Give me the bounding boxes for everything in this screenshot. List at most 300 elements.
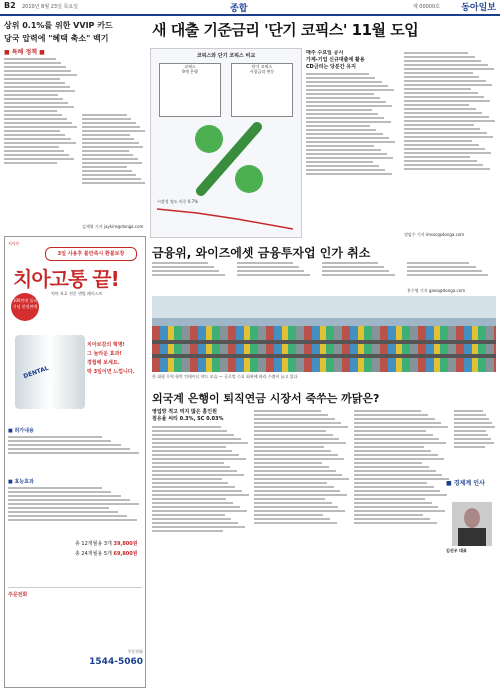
third-headline: 외국계 은행이 퇴직연금 시장서 죽쑤는 까닭은? xyxy=(152,392,380,405)
text-line xyxy=(82,182,145,184)
rate-line-icon xyxy=(157,205,293,233)
text-line xyxy=(354,470,436,472)
text-line xyxy=(82,174,136,176)
text-line xyxy=(306,153,387,155)
text-line xyxy=(454,446,485,448)
text-line xyxy=(354,482,427,484)
tube-label: DENTAL xyxy=(22,364,50,381)
text-line xyxy=(152,458,246,460)
toothpaste-ad xyxy=(4,236,146,688)
text-line xyxy=(404,124,474,126)
info-graphic-foot: 시장성 정도 비중 0.7% xyxy=(157,199,199,204)
text-line xyxy=(306,77,375,79)
text-line xyxy=(237,262,293,264)
text-line xyxy=(254,442,346,444)
info-graphic xyxy=(150,48,302,238)
text-line xyxy=(404,92,478,94)
second-article-col4 xyxy=(407,260,496,294)
text-line xyxy=(354,490,440,492)
text-line xyxy=(306,129,376,131)
text-line xyxy=(306,101,386,103)
text-line xyxy=(8,448,130,450)
text-line xyxy=(254,478,349,480)
text-line xyxy=(4,86,70,88)
text-line xyxy=(354,414,428,416)
text-line xyxy=(82,130,145,132)
text-line xyxy=(354,434,433,436)
text-line xyxy=(306,141,395,143)
text-line xyxy=(82,146,143,148)
ad-price-label-1: 총 12개월용 3개 xyxy=(75,541,112,547)
text-line xyxy=(152,494,249,496)
text-line xyxy=(82,122,136,124)
text-line xyxy=(306,121,391,123)
text-line xyxy=(454,438,491,440)
text-line xyxy=(152,498,226,500)
text-line xyxy=(322,262,378,264)
text-line xyxy=(254,474,342,476)
text-line xyxy=(306,97,380,99)
text-line xyxy=(354,418,435,420)
text-line xyxy=(354,522,437,524)
text-line xyxy=(404,80,486,82)
text-line xyxy=(322,274,395,276)
main-headline: 새 대출 기준금리 '단기 코픽스' 11월 도입 xyxy=(152,21,419,39)
text-line xyxy=(306,157,393,159)
text-line xyxy=(454,430,486,432)
text-line xyxy=(354,498,425,500)
left-article-title xyxy=(4,20,144,44)
text-line xyxy=(152,470,237,472)
text-line xyxy=(4,122,72,124)
text-line xyxy=(152,486,235,488)
info-graphic-col2-note: 시장금리 연동 xyxy=(249,69,275,74)
text-line xyxy=(152,514,225,516)
text-line xyxy=(254,434,333,436)
text-line xyxy=(82,134,130,136)
text-line xyxy=(354,466,429,468)
text-line xyxy=(404,168,490,170)
text-line xyxy=(306,113,378,115)
text-line xyxy=(4,74,77,76)
text-line xyxy=(407,274,488,276)
text-line xyxy=(354,510,445,512)
ad-info-1: ■ 허가내용 xyxy=(8,428,34,434)
ad-order-title: 주문전화 xyxy=(8,592,28,598)
text-line xyxy=(152,518,231,520)
text-line xyxy=(306,85,388,87)
text-line xyxy=(354,486,434,488)
text-line xyxy=(4,70,71,72)
text-line xyxy=(354,458,444,460)
text-line xyxy=(8,519,137,521)
text-line xyxy=(254,462,322,464)
info-graphic-col1-label: 코픽스 xyxy=(184,64,196,69)
text-line xyxy=(454,434,488,436)
info-graphic-col1 xyxy=(159,63,221,117)
text-line xyxy=(404,144,479,146)
text-line xyxy=(152,270,219,272)
ad-claim-3: 경험해 보세요. xyxy=(87,360,120,366)
text-line xyxy=(82,138,134,140)
text-line xyxy=(254,466,329,468)
ad-price-row-2 xyxy=(75,550,143,557)
text-line xyxy=(8,491,111,493)
text-line xyxy=(8,499,130,501)
text-line xyxy=(306,125,370,127)
text-line xyxy=(404,112,482,114)
text-line xyxy=(152,482,228,484)
text-line xyxy=(152,430,227,432)
text-line xyxy=(404,68,494,70)
text-line xyxy=(306,109,372,111)
text-line xyxy=(152,530,223,532)
ad-price-value-1: 39,800원 xyxy=(113,541,138,547)
text-line xyxy=(82,166,127,168)
text-line xyxy=(254,430,326,432)
text-line xyxy=(152,442,248,444)
text-line xyxy=(306,89,394,91)
text-line xyxy=(306,165,379,167)
text-line xyxy=(404,96,484,98)
text-line xyxy=(354,442,446,444)
text-line xyxy=(254,494,347,496)
text-line xyxy=(254,446,324,448)
text-line xyxy=(407,262,469,264)
third-subheads xyxy=(152,408,250,422)
text-line xyxy=(8,495,121,497)
left-article-body-2 xyxy=(82,112,146,230)
text-line xyxy=(254,482,327,484)
page-number: B2 xyxy=(4,1,16,10)
info-graphic-title: 코픽스와 단기 코픽스 비교 xyxy=(196,53,256,59)
text-line xyxy=(254,438,339,440)
text-line xyxy=(254,450,331,452)
text-line xyxy=(4,110,57,112)
port-photo xyxy=(152,296,496,372)
text-line xyxy=(254,518,330,520)
issue-number: 제 00000호 xyxy=(412,4,440,10)
text-line xyxy=(152,454,239,456)
text-line xyxy=(254,510,345,512)
left-title-line1: 상위 0.1%를 위한 VVIP 카드 xyxy=(4,21,113,30)
text-line xyxy=(354,426,448,428)
text-line xyxy=(404,160,477,162)
text-line xyxy=(407,270,482,272)
section-title: 종합 xyxy=(230,4,248,14)
text-line xyxy=(404,88,471,90)
page-date: 2010년 8월 23일 목요일 xyxy=(22,4,79,10)
text-line xyxy=(354,410,421,412)
text-line xyxy=(152,434,234,436)
text-line xyxy=(254,498,325,500)
ad-info-1-body xyxy=(8,434,142,474)
text-line xyxy=(404,140,472,142)
text-line xyxy=(8,515,127,517)
text-line xyxy=(8,503,139,505)
text-line xyxy=(4,134,65,136)
text-line xyxy=(152,526,245,528)
text-line xyxy=(404,72,473,74)
text-line xyxy=(8,511,118,513)
percent-graphic xyxy=(189,119,269,199)
photo-caption: 한 대형 무역 항만 컨테이너 야드 모습 — 글로벌 수요 회복에 따라 수출이 늘고 있다 xyxy=(152,374,298,379)
text-line xyxy=(4,90,75,92)
text-line xyxy=(82,178,141,180)
text-line xyxy=(354,446,424,448)
text-line xyxy=(152,266,214,268)
third-article-col1 xyxy=(152,424,250,592)
ad-guarantee-bubble: 3일 사용후 불만족시 환불보장 xyxy=(45,247,137,261)
left-title-line2: 당국 압력에 "혜택 축소" 백기 xyxy=(4,34,109,43)
text-line xyxy=(4,138,71,140)
text-line xyxy=(254,502,332,504)
text-line xyxy=(454,418,489,420)
text-line xyxy=(254,514,323,516)
text-line xyxy=(254,426,348,428)
ad-info xyxy=(8,423,142,545)
second-headline: 금융위, 와이즈에셋 금융투자업 인가 취소 xyxy=(152,246,371,260)
text-line xyxy=(407,266,476,268)
text-line xyxy=(152,490,242,492)
second-byline: 홍수영 기자 gaea@donga.com xyxy=(407,288,466,293)
ad-claims xyxy=(87,341,143,377)
text-line xyxy=(404,164,483,166)
main-article-col1 xyxy=(306,50,396,238)
text-line xyxy=(404,56,475,58)
text-line xyxy=(404,156,470,158)
text-line xyxy=(4,158,74,160)
ad-phone-note: 주문전화 xyxy=(127,649,143,654)
text-line xyxy=(82,158,138,160)
text-line xyxy=(152,478,222,480)
text-line xyxy=(254,414,328,416)
text-line xyxy=(404,60,481,62)
text-line xyxy=(82,126,140,128)
text-line xyxy=(254,470,336,472)
text-line xyxy=(354,494,447,496)
text-line xyxy=(152,466,230,468)
text-line xyxy=(4,118,67,120)
text-line xyxy=(4,106,74,108)
text-line xyxy=(237,270,304,272)
text-line xyxy=(8,436,102,438)
ad-headline: 치아고통 끝! xyxy=(13,267,119,291)
text-line xyxy=(404,52,468,54)
text-line xyxy=(454,442,494,444)
paper-logo: 동아일보 xyxy=(461,3,496,13)
text-line xyxy=(4,114,62,116)
ad-product-name: 치아 보호 전문 덴탈 페이스트 xyxy=(51,291,103,296)
text-line xyxy=(306,105,392,107)
text-line xyxy=(322,266,384,268)
text-line xyxy=(354,430,426,432)
text-line xyxy=(82,170,132,172)
text-line xyxy=(152,462,224,464)
text-line xyxy=(254,422,341,424)
text-line xyxy=(404,148,485,150)
ad-brand: 치아본 xyxy=(8,241,20,246)
ad-info-2: ■ 효능효과 xyxy=(8,479,34,485)
ad-claim-2: 그 놀라운 효과! xyxy=(87,351,122,357)
text-line xyxy=(306,169,385,171)
text-line xyxy=(254,454,338,456)
main-subhead-1: 매주 수요일 공시 xyxy=(306,50,344,56)
ad-prices xyxy=(75,537,143,557)
text-line xyxy=(152,274,225,276)
text-line xyxy=(82,154,133,156)
info-graphic-col2-label: 단기 코픽스 xyxy=(251,64,273,69)
toothpaste-tube-image xyxy=(15,335,85,409)
person-name: 김선우 대표 xyxy=(446,548,467,553)
text-line xyxy=(237,274,310,276)
second-article-col2 xyxy=(237,260,317,294)
third-article-col4 xyxy=(454,408,496,476)
info-graphic-col1-note: 9개 은행 xyxy=(182,69,198,74)
ad-info-2-body xyxy=(8,485,142,545)
text-line xyxy=(454,414,486,416)
text-line xyxy=(306,149,381,151)
text-line xyxy=(4,78,60,80)
text-line xyxy=(4,154,69,156)
text-line xyxy=(4,142,76,144)
text-line xyxy=(354,518,430,520)
person-photo xyxy=(452,502,492,546)
text-line xyxy=(4,102,68,104)
ad-claim-1: 치아보감의 혁명! xyxy=(87,342,125,348)
text-line xyxy=(306,137,389,139)
text-line xyxy=(152,522,238,524)
third-subhead-a: 영업망 적고 먹지 많은 홈인원 xyxy=(152,409,217,415)
second-article-col1 xyxy=(152,260,232,294)
text-line xyxy=(152,506,240,508)
text-line xyxy=(152,510,247,512)
text-line xyxy=(82,162,142,164)
text-line xyxy=(82,150,129,152)
third-subhead-b: 점유율 씨티 0.3%, SC 0.03% xyxy=(152,416,224,422)
text-line xyxy=(454,426,495,428)
text-line xyxy=(4,94,58,96)
text-line xyxy=(404,108,476,110)
main-byline: 정임수 기자 imsoo@donga.com xyxy=(404,232,465,237)
text-line xyxy=(404,76,479,78)
text-line xyxy=(254,458,344,460)
ad-claim-4: 딱 3일이면 느낍니다. xyxy=(87,369,135,375)
text-line xyxy=(254,522,337,524)
text-line xyxy=(404,64,488,66)
text-line xyxy=(404,116,489,118)
text-line xyxy=(454,410,483,412)
ad-price-label-2: 총 24개월용 5개 xyxy=(75,551,112,557)
text-line xyxy=(4,126,77,128)
text-line xyxy=(82,142,139,144)
ad-price-row-1 xyxy=(75,540,143,547)
text-line xyxy=(354,438,439,440)
main-subhead-2: 가계-기업 신규대출에 활용 xyxy=(306,57,365,63)
left-article-body xyxy=(4,56,78,228)
text-line xyxy=(152,502,233,504)
third-article-col2 xyxy=(254,408,350,592)
ad-badge: 100만개 돌파기념 한정판매 xyxy=(11,293,39,321)
text-line xyxy=(254,506,338,508)
text-line xyxy=(8,507,109,509)
text-line xyxy=(82,118,131,120)
text-line xyxy=(152,474,244,476)
text-line xyxy=(8,440,111,442)
text-line xyxy=(8,452,139,454)
text-line xyxy=(152,450,232,452)
text-line xyxy=(4,130,60,132)
ad-order-section xyxy=(8,587,142,648)
text-line xyxy=(152,262,208,264)
text-line xyxy=(354,454,438,456)
text-line xyxy=(404,84,492,86)
main-article-col2 xyxy=(404,50,496,238)
text-line xyxy=(306,81,382,83)
text-line xyxy=(152,438,241,440)
text-line xyxy=(4,162,57,164)
text-line xyxy=(4,146,59,148)
text-line xyxy=(306,117,384,119)
text-line xyxy=(404,132,487,134)
text-line xyxy=(354,450,431,452)
text-line xyxy=(306,145,374,147)
text-line xyxy=(237,266,299,268)
left-article-tag: ■ 특혜 정책 ■ xyxy=(4,49,45,56)
text-line xyxy=(306,173,392,175)
ad-phone: 1544-5060 xyxy=(89,657,143,667)
text-line xyxy=(306,161,373,163)
text-line xyxy=(4,62,61,64)
text-line xyxy=(306,133,383,135)
text-line xyxy=(82,114,127,116)
text-line xyxy=(404,120,495,122)
text-line xyxy=(404,128,480,130)
text-line xyxy=(354,474,442,476)
second-article-col3 xyxy=(322,260,402,294)
left-byline: 김재영 기자 jaykim@donga.com xyxy=(82,224,144,229)
text-line xyxy=(254,486,334,488)
text-line xyxy=(4,150,64,152)
text-line xyxy=(254,418,335,420)
text-line xyxy=(354,514,423,516)
text-line xyxy=(322,270,389,272)
people-sidebar-title: ■ 경제계 인사 xyxy=(446,480,485,487)
text-line xyxy=(404,152,491,154)
text-line xyxy=(8,487,102,489)
text-line xyxy=(354,422,441,424)
ad-price-value-2: 69,800원 xyxy=(113,551,138,557)
text-line xyxy=(354,462,422,464)
text-line xyxy=(4,66,66,68)
text-line xyxy=(4,58,56,60)
third-article-col3 xyxy=(354,408,450,592)
text-line xyxy=(404,100,490,102)
text-line xyxy=(354,502,432,504)
text-line xyxy=(4,82,65,84)
text-line xyxy=(354,478,449,480)
text-line xyxy=(306,73,369,75)
text-line xyxy=(152,446,226,448)
text-line xyxy=(306,93,374,95)
text-line xyxy=(354,506,438,508)
people-sidebar xyxy=(446,478,496,492)
text-line xyxy=(4,98,63,100)
text-line xyxy=(404,136,493,138)
text-line xyxy=(454,422,492,424)
text-line xyxy=(254,410,321,412)
main-subhead-3: CD금리는 당분간 유지 xyxy=(306,64,356,70)
